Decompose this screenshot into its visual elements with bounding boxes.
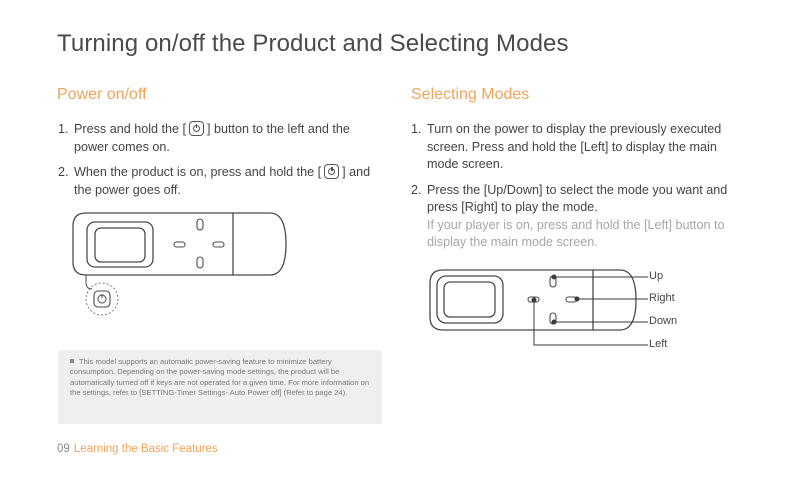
step-number: 2. (411, 182, 422, 197)
step-text-after: ] button to the left and the power comes on. (74, 122, 350, 154)
page-title: Turning on/off the Product and Selecting Modes (57, 30, 569, 57)
callout-down-label: Down (649, 315, 678, 327)
square-bullet-icon (70, 359, 74, 363)
callout-right-label: Right (649, 292, 675, 304)
step-note: If your player is on, press and hold the [Left] button to display the main mode screen. (427, 217, 725, 249)
step-text-before: Press and hold the [ (74, 122, 187, 136)
power-section-heading: Power on/off (57, 86, 147, 103)
step-text-before: When the product is on, press and hold the [ (74, 165, 322, 179)
step-number: 1. (411, 122, 422, 136)
footer-section-title: Learning the Basic Features (73, 443, 218, 455)
step-number: 2. (58, 165, 69, 179)
note-text: This model supports an automatic power-saving feature to minimize battery consumption. Depending on the power-saving mode settings, the product will be automatically turned off if keys are not operated for a given time. For more information on the settings, refer to [SETTING-Timer Settings- Auto Power off] (Refer to page 24). (70, 357, 370, 397)
step-text: Turn on the power to display the previously executed screen. Press and hold the [Left] to display the main mode screen. (427, 122, 722, 171)
callout-left-label: Left (649, 338, 668, 350)
step-text-after: ] and the power goes off. (74, 165, 371, 197)
page-number: 09 (57, 443, 70, 455)
callout-up-label: Up (649, 270, 664, 282)
page-footer (57, 443, 218, 455)
power-saving-note (58, 350, 382, 424)
step-text: Press the [Up/Down] to select the mode you want and press [Right] to play the mode. (427, 182, 728, 214)
callout-lines (532, 275, 648, 345)
modes-section-heading: Selecting Modes (411, 86, 530, 103)
step-number: 1. (58, 122, 69, 136)
